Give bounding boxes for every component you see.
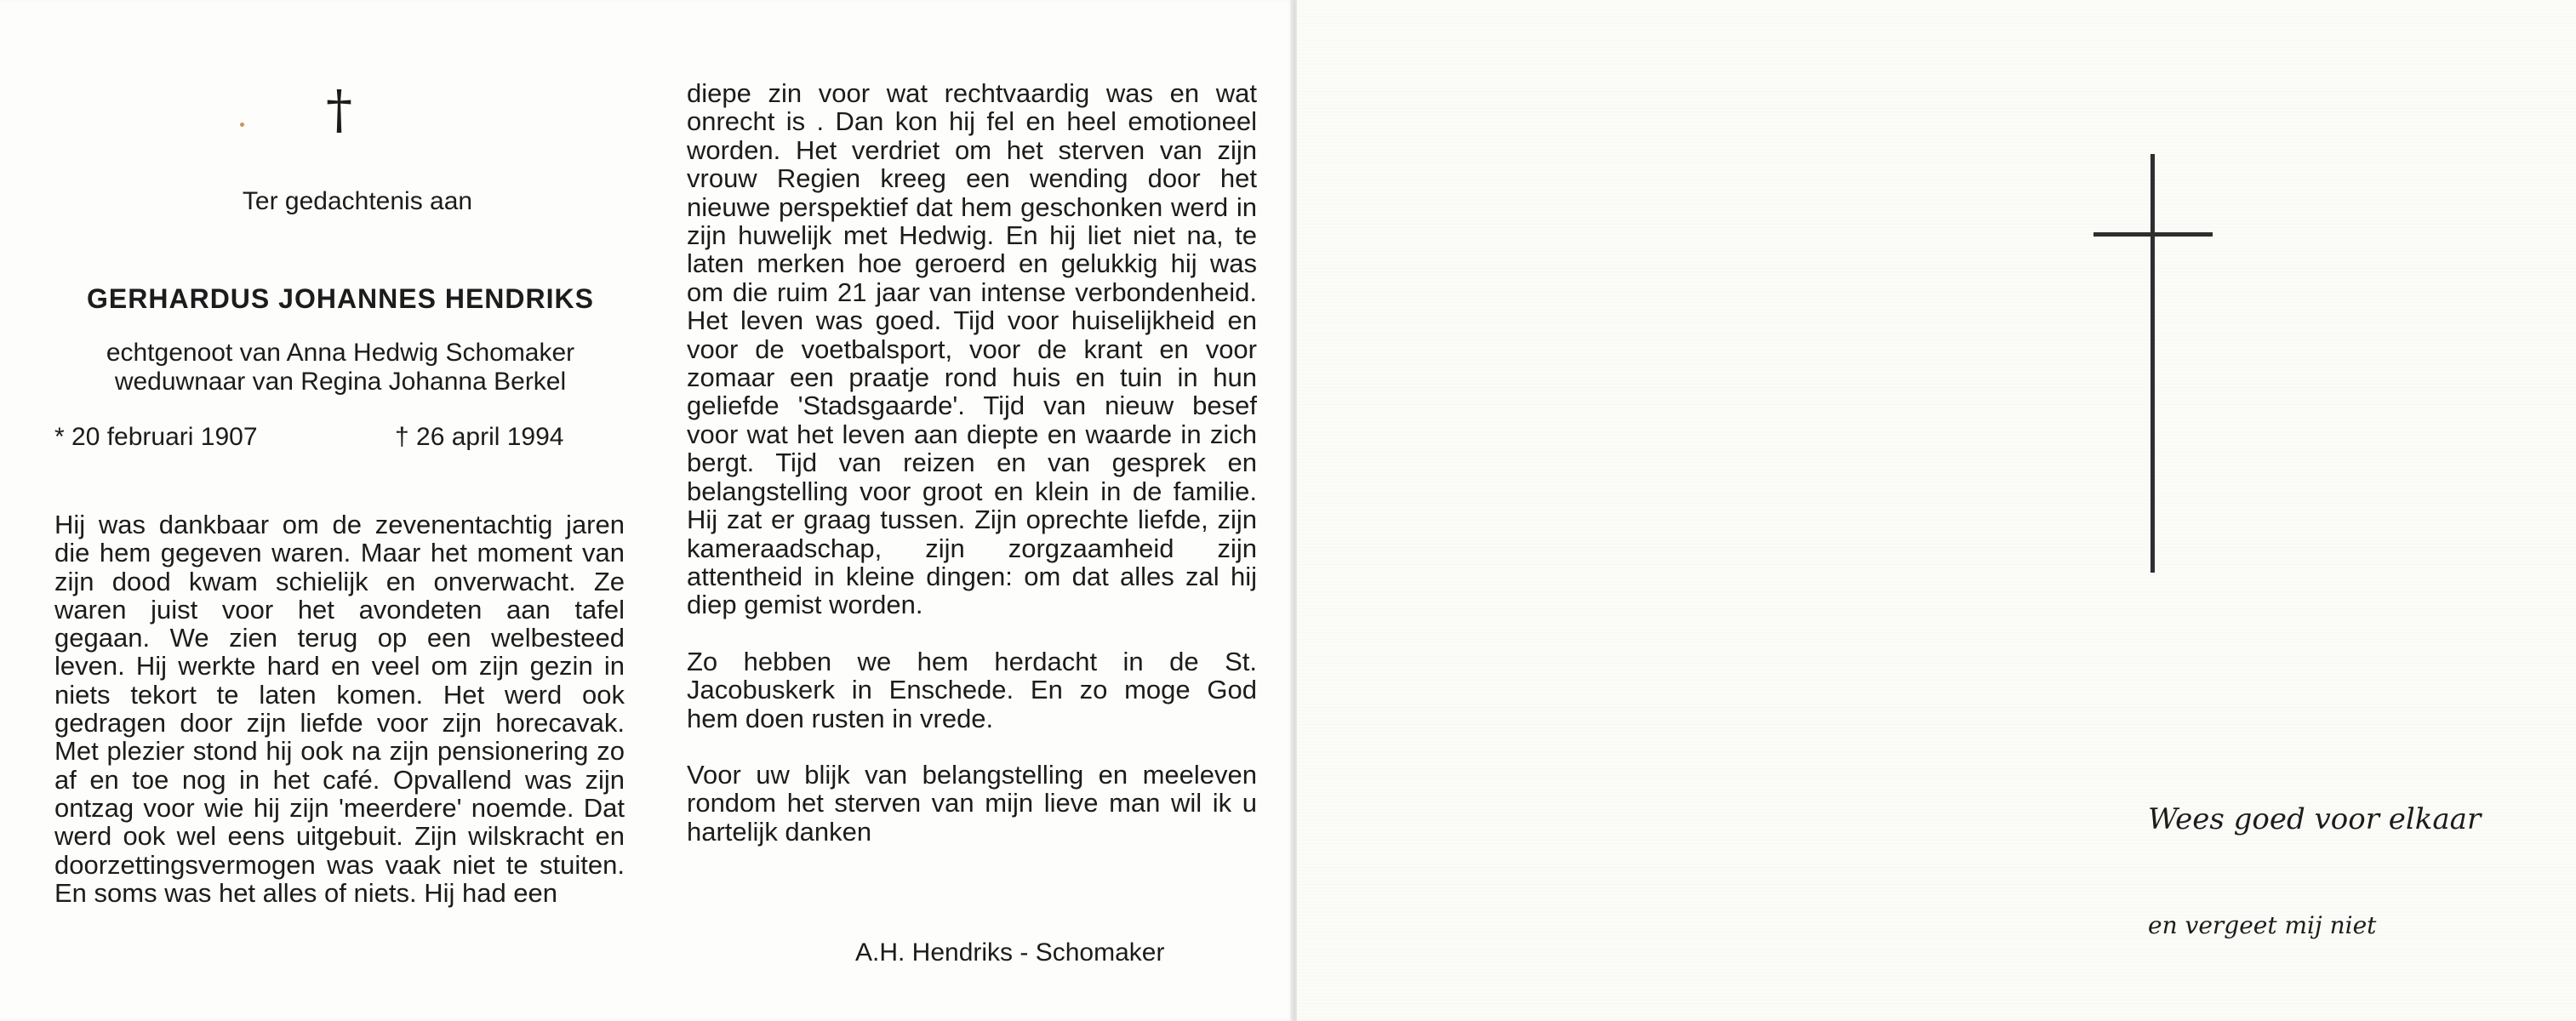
cross-icon: † (326, 78, 352, 140)
widower-line: weduwnaar van Regina Johanna Berkel (114, 368, 567, 396)
tribute-text-left: Hij was dankbaar om de zevenentachtig jaren die hem gegeven waren. Maar het moment van zijn dood kwam schielijk en onverwacht. Ze waren juist voor het avondeten aan tafel gegaan. We zien terug op een welbesteed leven. Hij werkte hard en veel om zijn gezin in niets tekort te laten komen. Het werd ook gedragen door zijn liefde voor zijn horecavak. Met plezier stond hij ook na zijn pensionering zo af en toe nog in het café. Opvallend was zijn ontzag voor wie hij zijn 'meerdere' noemde. Dat werd ook wel eens uitgebuit. Zijn wilskracht en doorzettingsvermogen was vaak niet te stuiten. En soms was het alles of niets. Hij had een (54, 510, 625, 908)
tribute-paragraph: diepe zin voor wat rechtvaardig was en wat onrecht is . Dan kon hij fel en heel emotioneel worden. Het verdriet om het sterven van zijn vrouw Regien kreeg een wending door het nieuwe perspektief dat hem geschonken werd in zijn huwelijk met Hedwig. En hij liet niet na, te laten merken hoe geroerd en gelukkig hij was om die ruim 21 jaar van intense verbondenheid. Het leven was goed. Tijd voor huiselijkheid en voor de voetbalsport, voor de krant en voor zomaar een praatje rond huis en tuin in hun geliefde 'Stadsgaarde'. Tijd van nieuw besef voor wat het leven aan diepte en waarde in zich bergt. Tijd van reizen en van gesprek en belangstelling voor groot en klein in de familie. Hij zat er graag tussen. Zijn oprechte liefde, zijn kameraadschap, zijn zorgzaamheid zijn attentheid in kleine dingen: om dat alles zal hij diep gemist worden. (687, 78, 1257, 620)
deceased-name: GERHARDUS JOHANNES HENDRIKS (87, 283, 594, 314)
motto-line-2: en vergeet mij niet (2148, 911, 2377, 939)
card-back-cover (1297, 0, 2576, 1021)
death-date: † 26 april 1994 (395, 423, 564, 451)
cross-horizontal-bar (2093, 232, 2213, 237)
in-memory-heading: Ter gedachtenis aan (242, 187, 473, 215)
signature: A.H. Hendriks - Schomaker (855, 938, 1165, 967)
tribute-text-right (687, 79, 1257, 846)
church-paragraph: Zo hebben we hem herdacht in de St. Jacobuskerk in Enschede. En zo moge God hem doen rusten in vrede. (687, 646, 1257, 733)
motto-line-1: Wees goed voor elkaar (2148, 802, 2482, 836)
relations (47, 339, 634, 396)
thanks-paragraph: Voor uw blijk van belangstelling en meeleven rondom het sterven van mijn lieve man wil ik u hartelijk danken (687, 759, 1257, 847)
cross-vertical-bar (2150, 154, 2155, 573)
ink-speck (240, 123, 244, 127)
birth-date: * 20 februari 1907 (54, 423, 258, 451)
spouse-line: echtgenoot van Anna Hedwig Schomaker (106, 339, 575, 367)
header-block (47, 187, 634, 396)
